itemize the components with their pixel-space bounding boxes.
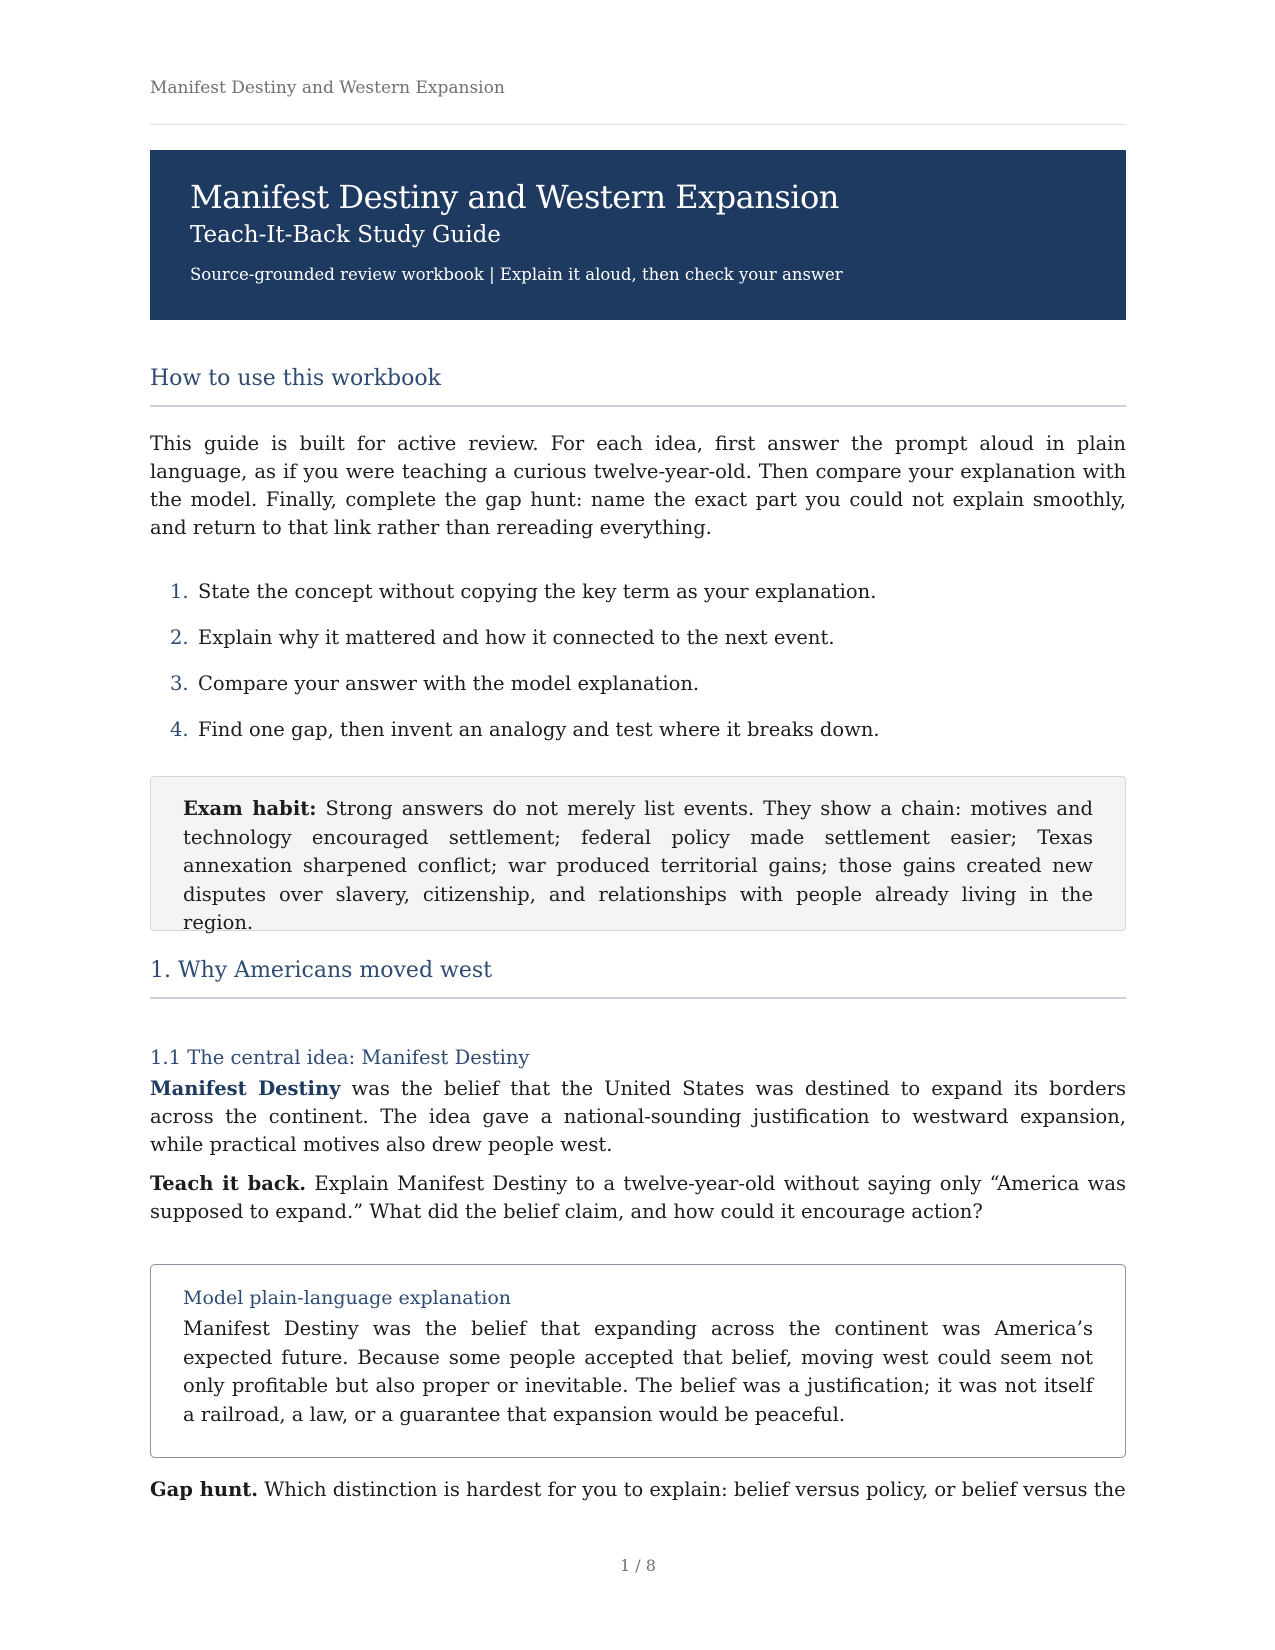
document-title: Manifest Destiny and Western Expansion [190,178,839,216]
list-item [170,578,1110,624]
callout-text [183,795,1093,938]
list-item-text: State the concept without copying the key term as your explanation. [198,580,877,603]
document-tagline: Source-grounded review workbook | Explain it aloud, then check your answer [190,265,843,284]
list-item-number: 4. [170,718,189,741]
callout-lead: Exam habit: [183,797,317,820]
model-explanation-text: Manifest Destiny was the belief that expanding across the continent was America’s expected future. Because some people accepted that belief, moving west could seem not only profitable but also proper or inevitable. The belief was a justification; it was not itself a railroad, a law, or a guarantee that expansion would be peaceful. [183,1317,1093,1426]
teach-it-back-text: Explain Manifest Destiny to a twelve-year-old without saying only “America was supposed to expand.” What did the belief claim, and how could it encourage action? [150,1172,1126,1223]
list-item-text: Compare your answer with the model explanation. [198,672,700,695]
exam-habit-callout [150,776,1126,934]
title-block [150,150,1126,320]
model-explanation-title: Model plain-language explanation [183,1287,512,1309]
list-item-number: 2. [170,626,189,649]
subsection-heading-1-1: 1.1 The central idea: Manifest Destiny [150,1046,530,1069]
intro-paragraph: This guide is built for active review. For each idea, first answer the prompt aloud in plain language, as if you were teaching a curious twelve-year-old. Then compare your explanation with the model. Finally, complete the gap hunt: name the exact part you could not explain smoothly, and return to that link rather than rereading everything. [150,432,1126,539]
model-explanation-box [150,1264,1126,1458]
section-divider [150,997,1126,999]
section-heading-1: 1. Why Americans moved west [150,958,493,983]
teach-it-back-lead: Teach it back. [150,1172,307,1195]
gap-hunt-lead: Gap hunt. [150,1478,259,1501]
list-item [170,670,1110,716]
list-item-number: 1. [170,580,189,603]
list-item-number: 3. [170,672,189,695]
document-subtitle: Teach-It-Back Study Guide [190,222,501,248]
gap-hunt-paragraph [150,1476,1126,1504]
callout-body: Strong answers do not merely list events. They show a chain: motives and technology encouraged settlement; federal policy made settlement easier; Texas annexation sharpened conflict; war produced territorial gains; those gains created new disputes over slavery, citizenship, and relationships with people already living in the region. [183,797,1094,934]
definition-paragraph [150,1075,1126,1159]
list-item [170,716,1110,762]
definition-text: was the belief that the United States was destined to expand its borders across the continent. The idea gave a national-sounding justification to westward expansion, while practical motives also drew people west. [150,1077,1126,1156]
gap-hunt-text: Which distinction is hardest for you to explain: belief versus policy, or belief versus the [264,1478,1126,1501]
steps-list [170,578,1110,762]
list-item-text: Find one gap, then invent an analogy and test where it breaks down. [198,718,880,741]
list-item [170,624,1110,670]
key-term: Manifest Destiny [150,1077,341,1100]
running-header: Manifest Destiny and Western Expansion [150,78,505,98]
teach-it-back-paragraph [150,1170,1126,1226]
list-item-text: Explain why it mattered and how it connected to the next event. [198,626,835,649]
page [150,0,1126,1650]
section-divider [150,405,1126,407]
section-heading-how-to: How to use this workbook [150,366,441,391]
page-number: 1 / 8 [620,1556,656,1575]
header-divider [150,124,1126,125]
